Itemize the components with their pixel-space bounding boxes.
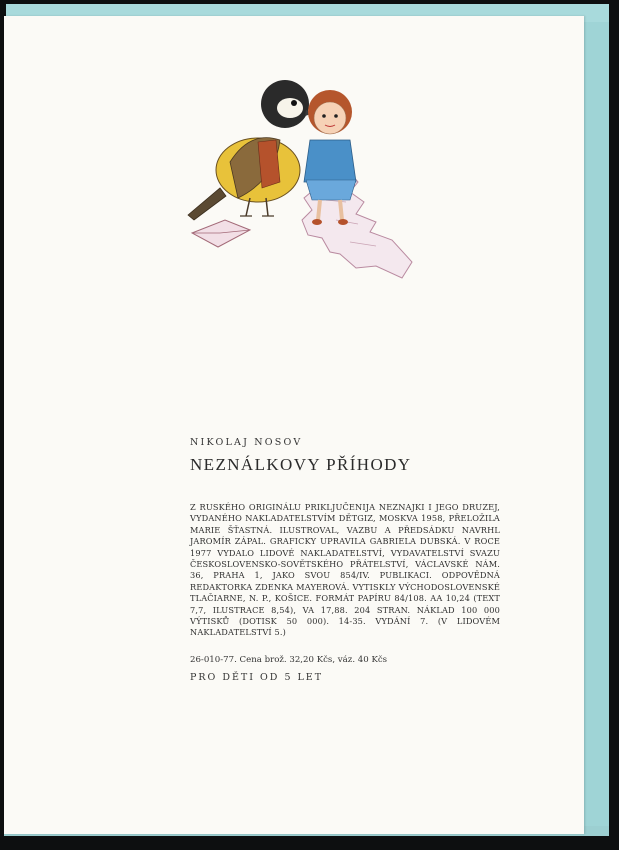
bird-figure — [188, 80, 314, 220]
envelope-icon — [192, 220, 250, 247]
book-title: NEZNÁLKOVY PŘÍHODY — [190, 455, 412, 474]
price-line: 26-010-77. Cena brož. 32,20 Kčs, váz. 40 Kčs — [190, 655, 388, 665]
age-recommendation: PRO DĚTI OD 5 LET — [190, 672, 324, 683]
colophon-text: Z RUSKÉHO ORIGINÁLU PRIKLJUČENIJA NEZNAJKI I JEGO DRUZEJ, VYDANÉHO NAKLADATELSTVÍM DĚTGIZ, MOSKVA 1958, PŘELOŽILA MARIE ŠŤASTNÁ. ILUSTROVAL, VAZBU A PŘEDSÁDKU NAVRHL JAROMÍR ZÁPAL. GRAFICKY UPRAVILA GABRIELA DUBSKÁ. V ROCE 1977 VYDALO LIDOVÉ NAKLADATELSTVÍ, VYDAVATELSTVÍ SVAZU ČESKOSLOVENSKO-SOVĚTSKÉHO PŘÁTELSTVÍ, VÁCLAVSKÉ NÁM. 36, PRAHA 1, JAKO SVOU 854/IV. PUBLIKACI. ODPOVĚDNÁ REDAKTORKA ZDENKA MAYEROVÁ. VYTISKLY VÝCHODOSLOVENSKÉ TLAČIARNE, N. P., KOŠICE. FORMÁT PAPÍRU 84/108. AA 10,24 (TEXT 7,7, ILUSTRACE 8,54), VA 17,88. 204 STRAN. NÁKLAD 100 000 VÝTISKŮ (DOTISK 50 000). 14-35. VYDÁNÍ 7. (V LIDOVÉM NAKLADATELSTVÍ 5.) — [190, 502, 500, 638]
bird-and-child-illustration — [180, 70, 420, 285]
author-name: NIKOLAJ NOSOV — [190, 437, 303, 448]
